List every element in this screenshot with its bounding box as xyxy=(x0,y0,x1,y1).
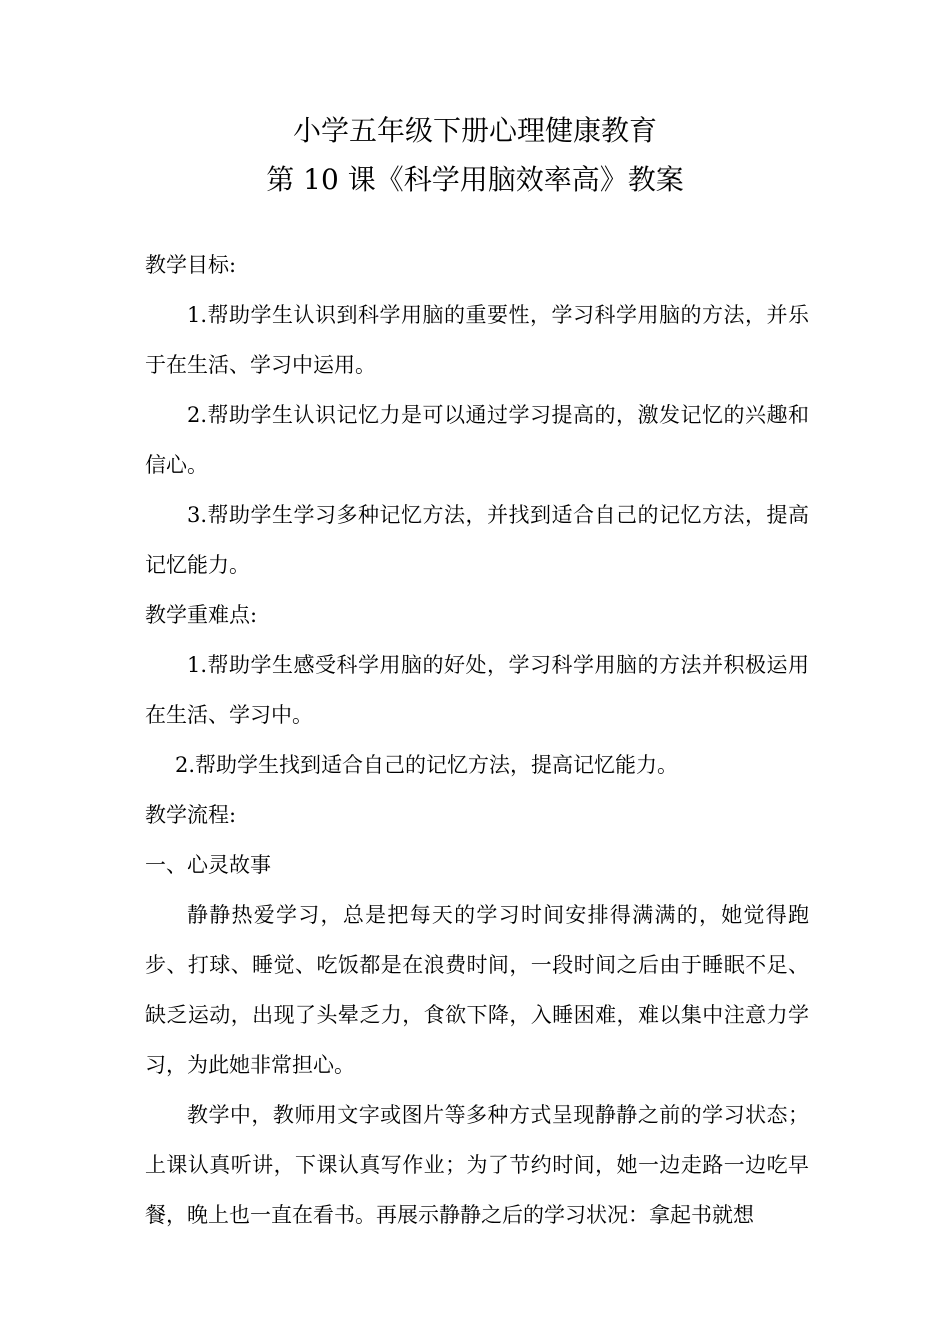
objectives-heading: 教学目标: xyxy=(145,253,237,277)
document-subtitle: 第 10 课《科学用脑效率高》教案 xyxy=(266,163,684,196)
story-paragraph: 教学中，教师用文字或图片等多种方式呈现静静之前的学习状态；上课认真听讲，下课认真写作业；为了节约时间，她一边走路一边吃早餐，晚上也一直在看书。再展示静静之后的学习状况：拿起书就想 xyxy=(145,1103,809,1227)
key-point-item: 1.帮助学生感受科学用脑的好处，学习科学用脑的方法并积极运用在生活、学习中。 xyxy=(145,653,809,727)
objective-item: 2.帮助学生认识记忆力是可以通过学习提高的，激发记忆的兴趣和信心。 xyxy=(145,403,809,477)
key-point-item: 2.帮助学生找到适合自己的记忆方法，提高记忆能力。 xyxy=(175,753,679,777)
part1-heading: 一、心灵故事 xyxy=(145,853,271,877)
document-title: 小学五年级下册心理健康教育 xyxy=(292,114,657,147)
document-body xyxy=(145,240,809,1240)
key-points-heading: 教学重难点: xyxy=(145,603,258,627)
objective-item: 1.帮助学生认识到科学用脑的重要性，学习科学用脑的方法，并乐于在生活、学习中运用。 xyxy=(145,303,809,377)
objective-item: 3.帮助学生学习多种记忆方法，并找到适合自己的记忆方法，提高记忆能力。 xyxy=(145,503,809,577)
story-paragraph: 静静热爱学习，总是把每天的学习时间安排得满满的，她觉得跑步、打球、睡觉、吃饭都是在浪费时间，一段时间之后由于睡眠不足、缺乏运动，出现了头晕乏力，食欲下降，入睡困难，难以集中注意力学习，为此她非常担心。 xyxy=(145,903,809,1077)
process-heading: 教学流程: xyxy=(145,803,237,827)
